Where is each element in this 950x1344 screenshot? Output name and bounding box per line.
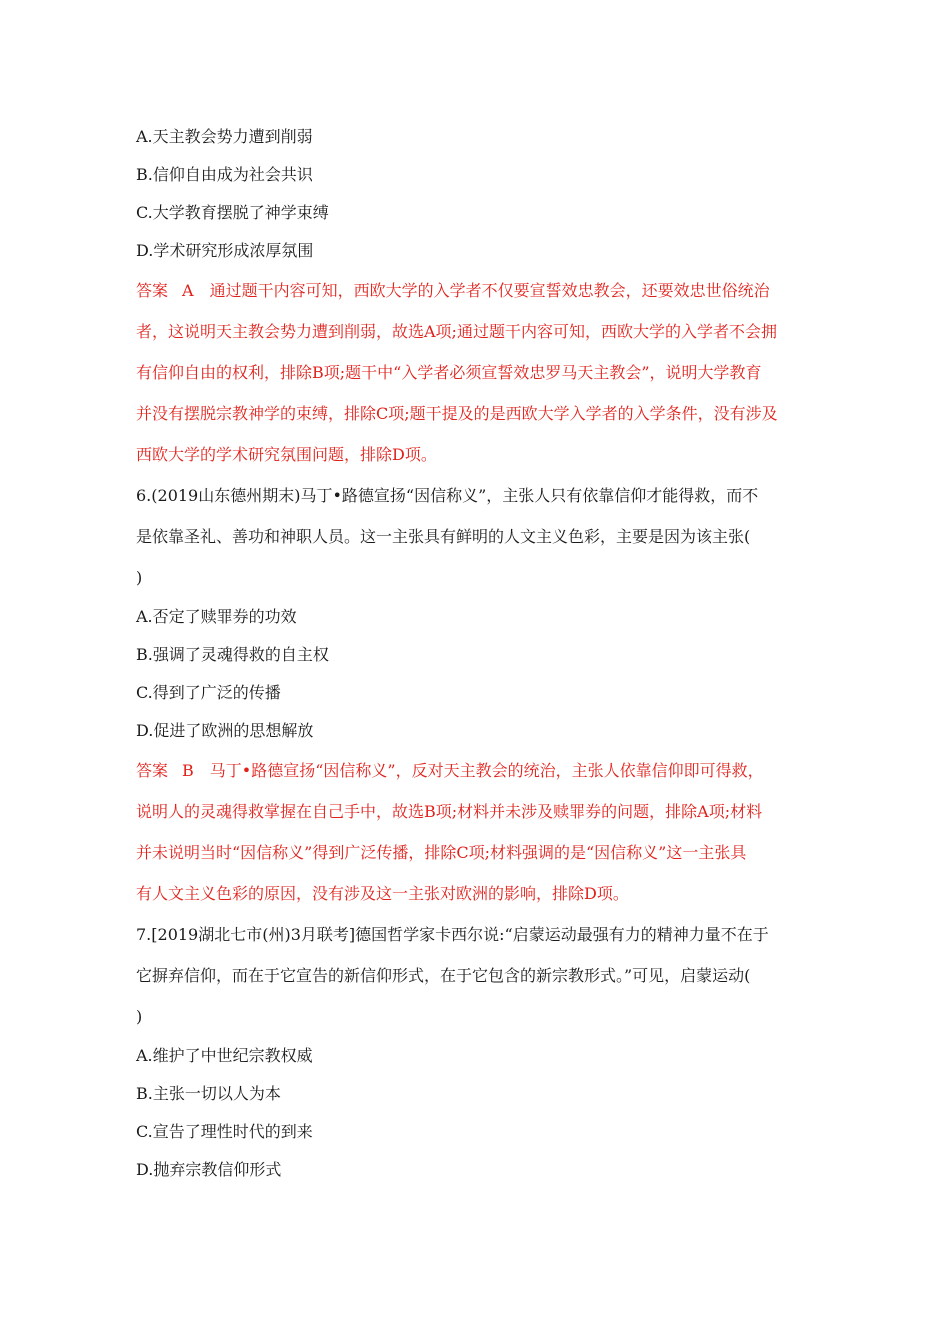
q6-explanation-2: 说明人的灵魂得救掌握在自己手中，故选B项;材料并未涉及赎罪券的问题，排除A项;材料: [136, 802, 763, 821]
q5-option-c: C.大学教育摆脱了神学束缚: [136, 203, 329, 222]
q5-option-b: B.信仰自由成为社会共识: [136, 165, 313, 184]
q6-answer-line-1: [136, 750, 816, 791]
q5-answer-key: A: [182, 281, 194, 300]
q6-explanation-1: 马丁•路德宣扬“因信称义”，反对天主教会的统治，主张人依靠信仰即可得救，: [209, 761, 764, 780]
q6-answer: [136, 750, 816, 914]
q6-stem-line-3: ): [136, 568, 143, 587]
q6-explanation-3: 并未说明当时“因信称义”得到广泛传播，排除C项;材料强调的是“因信称义”这一主张具: [136, 843, 747, 862]
q5-explanation-5: 西欧大学的学术研究氛围问题，排除D项。: [136, 445, 437, 464]
q7-stem: [136, 914, 816, 1037]
q6-option-d: D.促进了欧洲的思想解放: [136, 721, 314, 740]
q5-explanation-3: 有信仰自由的权利，排除B项;题干中“入学者必须宣誓效忠罗马天主教会”，说明大学教育: [136, 363, 762, 382]
q7-option-d: D.抛弃宗教信仰形式: [136, 1160, 282, 1179]
q6-answer-label: 答案: [136, 761, 169, 780]
q5-explanation-4: 并没有摆脱宗教神学的束缚，排除C项;题干提及的是西欧大学入学者的入学条件，没有涉及: [136, 404, 778, 423]
q7-stem-line-3: ): [136, 1007, 143, 1026]
q6-answer-key: B: [182, 761, 194, 780]
q6-stem-line-1: 6.(2019山东德州期末)马丁•路德宣扬“因信称义”，主张人只有依靠信仰才能得救，而不: [136, 486, 759, 505]
q6-option-a: A.否定了赎罪券的功效: [136, 607, 297, 626]
document-page: [136, 118, 816, 1189]
q5-answer: [136, 270, 816, 475]
q5-explanation-1: 通过题干内容可知，西欧大学的入学者不仅要宣誓效忠教会，还要效忠世俗统治: [209, 281, 770, 300]
q7-stem-line-1: 7.[2019湖北七市(州)3月联考]德国哲学家卡西尔说:“启蒙运动最强有力的精神力量不在于: [136, 925, 769, 944]
q5-option-d: D.学术研究形成浓厚氛围: [136, 241, 314, 260]
q6-stem: [136, 475, 816, 598]
q7-stem-line-2: 它摒弃信仰，而在于它宣告的新信仰形式，在于它包含的新宗教形式。”可见，启蒙运动(: [136, 966, 751, 985]
q7-options: [136, 1037, 816, 1189]
q6-explanation-4: 有人文主义色彩的原因，没有涉及这一主张对欧洲的影响，排除D项。: [136, 884, 629, 903]
q5-option-a: A.天主教会势力遭到削弱: [136, 127, 313, 146]
q5-answer-label: 答案: [136, 281, 169, 300]
q6-options: [136, 598, 816, 750]
q7-option-b: B.主张一切以人为本: [136, 1084, 281, 1103]
q5-options: [136, 118, 816, 270]
q6-stem-line-2: 是依靠圣礼、善功和神职人员。这一主张具有鲜明的人文主义色彩，主要是因为该主张(: [136, 527, 751, 546]
q5-explanation-2: 者，这说明天主教会势力遭到削弱，故选A项;通过题干内容可知，西欧大学的入学者不会拥: [136, 322, 777, 341]
q6-option-c: C.得到了广泛的传播: [136, 683, 281, 702]
q7-option-c: C.宣告了理性时代的到来: [136, 1122, 313, 1141]
q6-option-b: B.强调了灵魂得救的自主权: [136, 645, 329, 664]
q7-option-a: A.维护了中世纪宗教权威: [136, 1046, 313, 1065]
q5-answer-line-1: [136, 270, 816, 311]
